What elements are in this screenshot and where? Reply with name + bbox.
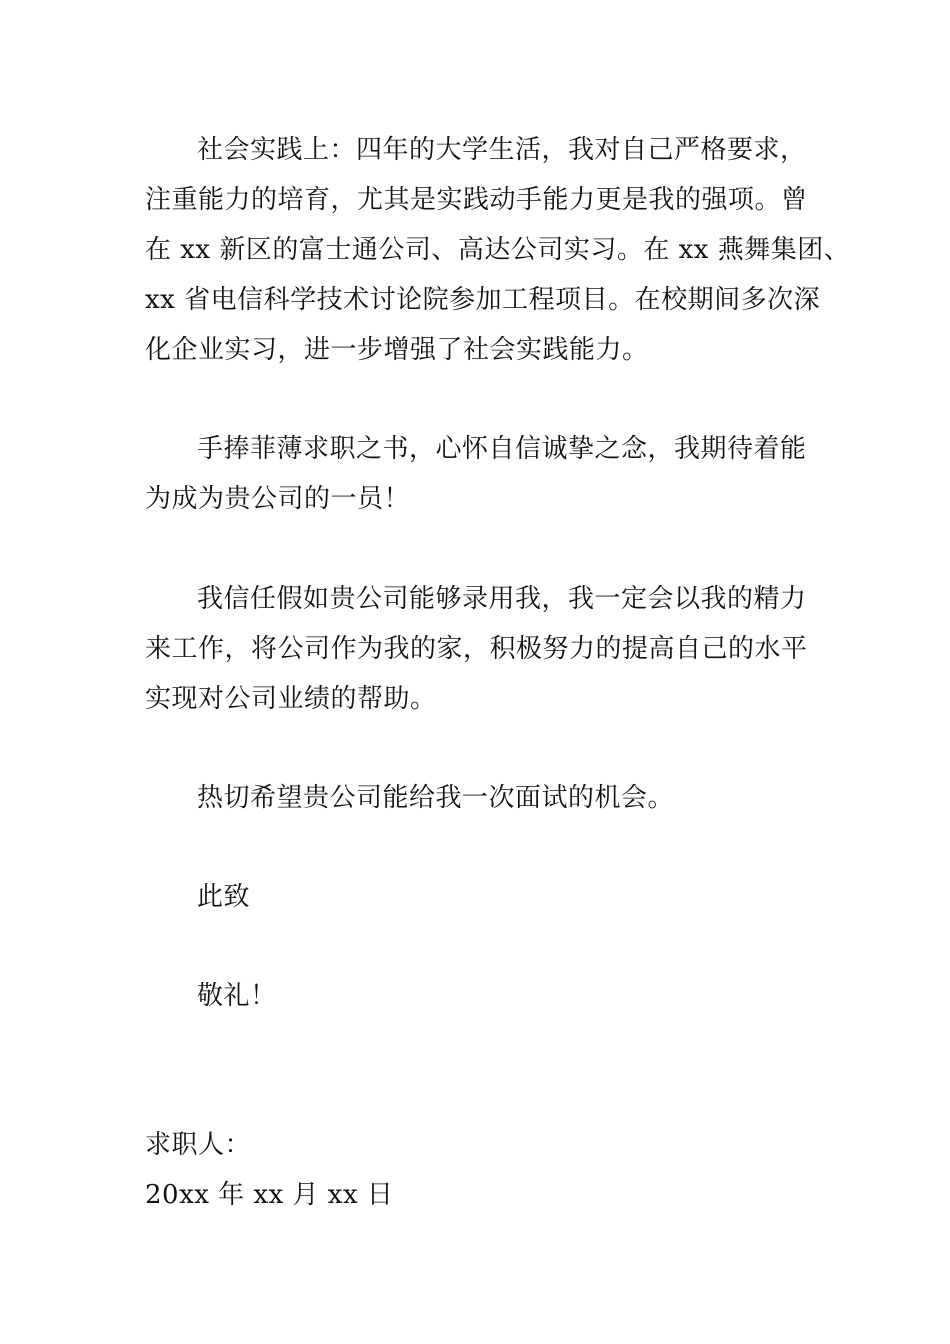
paragraph-1-line-5: 化企业实习，进一步增强了社会实践能力。 <box>145 335 649 365</box>
paragraph-1-line-2: 注重能力的培育，尤其是实践动手能力更是我的强项。曾 <box>145 185 808 215</box>
paragraph-1-line-4: xx 省电信科学技术讨论院参加工程项目。在校期间多次深 <box>145 285 821 315</box>
paragraph-3-line-3: 实现对公司业绩的帮助。 <box>145 684 437 714</box>
paragraph-3-line-1: 我信任假如贵公司能够录用我，我一定会以我的精力 <box>197 584 807 614</box>
paragraph-4-line-1: 热切希望贵公司能给我一次面试的机会。 <box>197 783 675 813</box>
paragraph-2-line-1: 手捧菲薄求职之书，心怀自信诚挚之念，我期待着能 <box>197 434 807 464</box>
signature-date: 20xx 年 xx 月 xx 日 <box>145 1180 394 1210</box>
paragraph-3-line-2: 来工作，将公司作为我的家，积极努力的提高自己的水平 <box>145 634 808 664</box>
paragraph-2-line-2: 为成为贵公司的一员！ <box>145 484 411 514</box>
paragraph-1-line-3: 在 xx 新区的富士通公司、高达公司实习。在 xx 燕舞集团、 <box>145 235 851 265</box>
applicant-label: 求职人： <box>145 1130 252 1160</box>
closing-regards: 敬礼！ <box>197 981 277 1011</box>
closing-salutation: 此致 <box>197 882 251 912</box>
paragraph-1-line-1: 社会实践上：四年的大学生活，我对自己严格要求， <box>197 135 807 165</box>
